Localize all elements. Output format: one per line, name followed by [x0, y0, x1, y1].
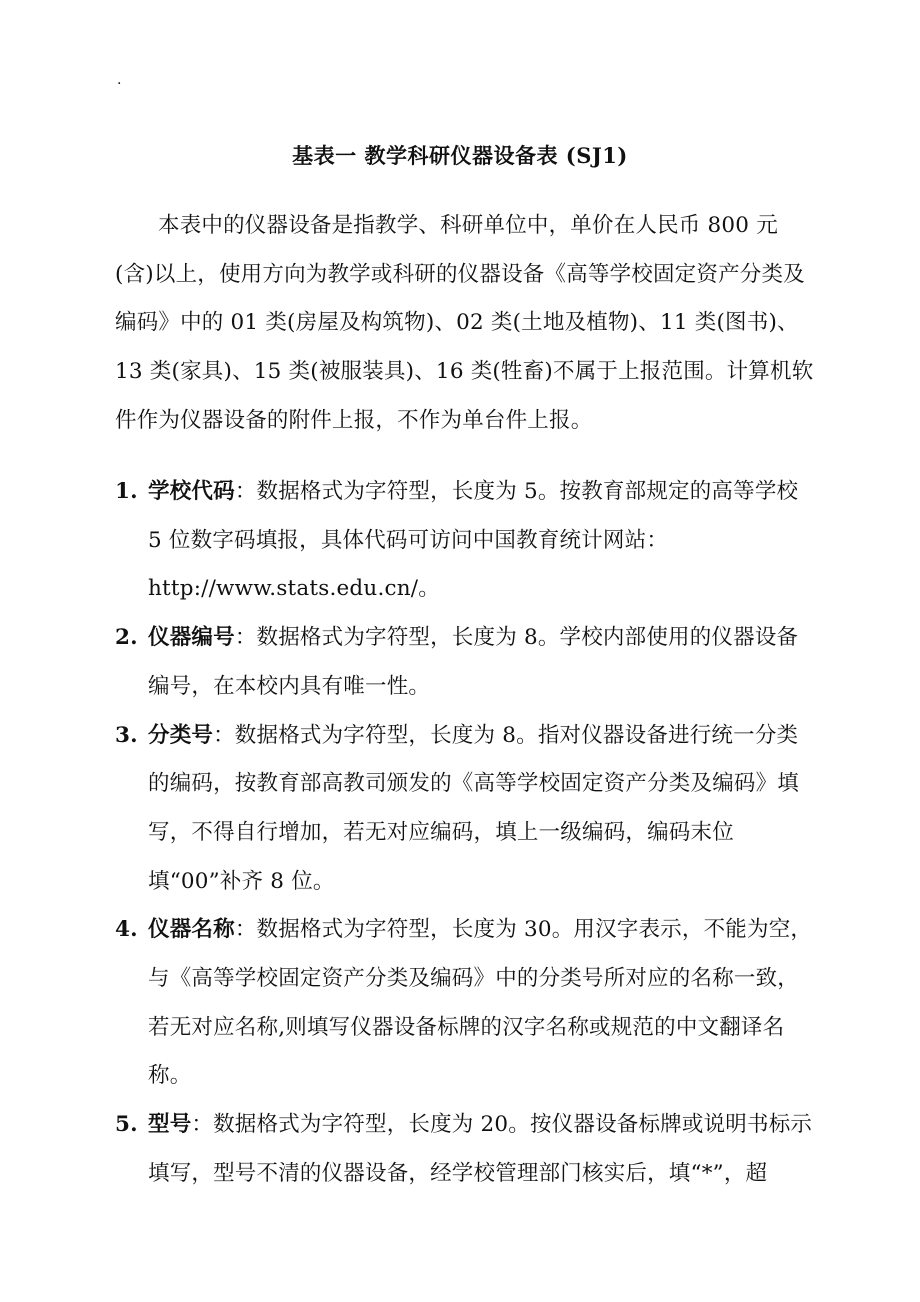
- list-item: [115, 906, 815, 1101]
- page-title: 基表一 教学科研仪器设备表 (SJ1): [292, 143, 628, 168]
- item-number: 5.: [115, 1112, 138, 1138]
- item-description: ：数据格式为字符型，长度为 5。按教育部规定的高等学校 5 位数字码填报，具体代码可访问中国教育统计网站：: [148, 479, 799, 553]
- item-term: 型号: [148, 1112, 192, 1138]
- item-description: ：数据格式为字符型，长度为 8。学校内部使用的仪器设备编号，在本校内具有唯一性。: [148, 625, 799, 699]
- list-item: [115, 1101, 815, 1198]
- item-description: ：数据格式为字符型，长度为 8。指对仪器设备进行统一分类的编码，按教育部高教司颁发的《高等学校固定资产分类及编码》填写，不得自行增加，若无对应编码，填上一级编码，编码末位填“00”补齐 8 位。: [148, 722, 800, 894]
- item-description: ：数据格式为字符型，长度为 20。按仪器设备标牌或说明书标示填写，型号不清的仪器设备，经学校管理部门核实后，填“*”，超: [148, 1112, 813, 1186]
- item-description: ：数据格式为字符型，长度为 30。用汉字表示，不能为空，与《高等学校固定资产分类及编码》中的分类号所对应的名称一致，若无对应名称,则填写仪器设备标牌的汉字名称或规范的中文翻译名称。: [148, 917, 813, 1089]
- item-number: 3.: [115, 722, 138, 748]
- item-term: 仪器名称: [148, 917, 235, 943]
- list-item: [115, 614, 815, 711]
- field-definition-list: [115, 468, 815, 1199]
- item-term: 学校代码: [148, 479, 235, 504]
- item-term: 分类号: [148, 722, 214, 748]
- stats-website-url: http://www.stats.edu.cn/。: [148, 576, 440, 602]
- page-dot-mark: .: [117, 72, 122, 88]
- intro-paragraph: 本表中的仪器设备是指教学、科研单位中，单价在人民币 800 元(含)以上，使用方向为教学或科研的仪器设备《高等学校固定资产分类及编码》中的 01 类(房屋及构筑物)、02 类(土地及植物)、11 类(图书)、13 类(家具)、15 类(被服装具)、16 类(牲畜)不属于上报范围。计算机软件作为仪器设备的附件上报，不作为单台件上报。: [115, 213, 814, 433]
- item-term: 仪器编号: [148, 625, 235, 651]
- list-item: [115, 712, 815, 907]
- item-number: 1.: [115, 479, 138, 504]
- list-item: [115, 468, 815, 614]
- item-number: 4.: [115, 917, 138, 943]
- item-number: 2.: [115, 625, 138, 651]
